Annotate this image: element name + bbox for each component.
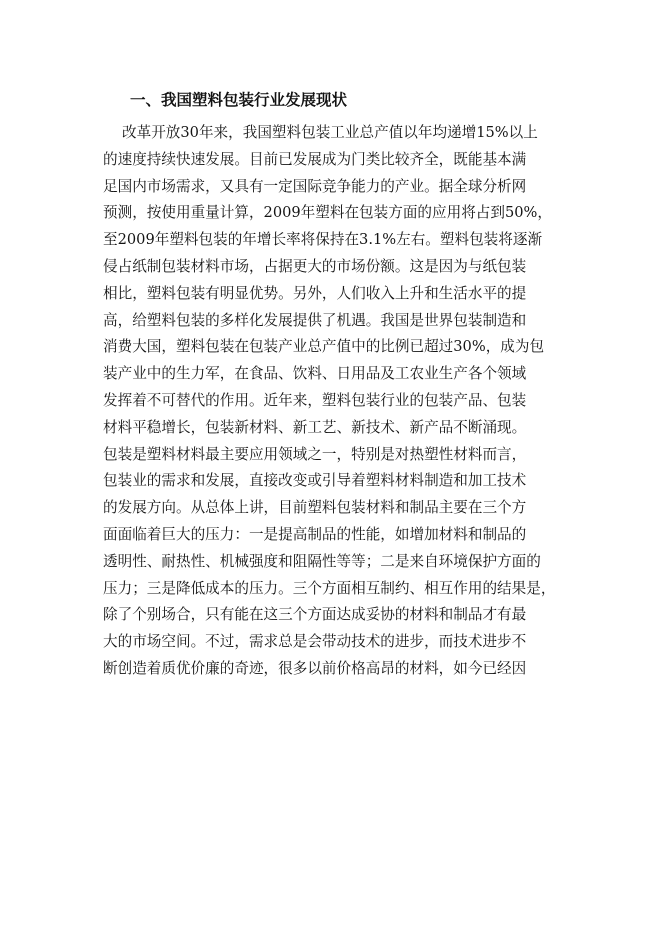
paragraph-line: 侵占纸制包装材料市场，占据更大的市场份额。这是因为与纸包装 bbox=[103, 257, 527, 275]
paragraph-line: 材料平稳增长，包装新材料、新工艺、新技术、新产品不断涌现。 bbox=[103, 418, 527, 436]
paragraph-line: 预测，按使用重量计算，2009年塑料在包装方面的应用将占到50%， bbox=[103, 204, 553, 222]
paragraph-line: 断创造着质优价廉的奇迹，很多以前价格高昂的材料，如今已经因 bbox=[103, 659, 527, 677]
paragraph-line: 大的市场空间。不过，需求总是会带动技术的进步，而技术进步不 bbox=[103, 633, 527, 651]
paragraph-line: 足国内市场需求，又具有一定国际竞争能力的产业。据全球分析网 bbox=[103, 177, 527, 195]
paragraph-line: 的发展方向。从总体上讲，目前塑料包装材料和制品主要在三个方 bbox=[103, 499, 527, 517]
paragraph-line: 透明性、耐热性、机械强度和阻隔性等等；二是来自环境保护方面的 bbox=[103, 552, 541, 570]
body-paragraph bbox=[103, 120, 563, 683]
section-heading: 一、我国塑料包装行业发展现状 bbox=[130, 90, 348, 109]
paragraph-line: 高，给塑料包装的多样化发展提供了机遇。我国是世界包装制造和 bbox=[103, 311, 527, 329]
paragraph-line: 改革开放30年来，我国塑料包装工业总产值以年均递增15%以上 bbox=[122, 124, 538, 141]
paragraph-line: 包装业的需求和发展，直接改变或引导着塑料材料制造和加工技术 bbox=[103, 472, 527, 490]
paragraph-line: 发挥着不可替代的作用。近年来，塑料包装行业的包装产品、包装 bbox=[103, 391, 527, 409]
paragraph-line: 包装是塑料材料最主要应用领域之一，特别是对热塑性材料而言， bbox=[103, 445, 527, 463]
paragraph-line: 面面临着巨大的压力：一是提高制品的性能，如增加材料和制品的 bbox=[103, 525, 527, 543]
paragraph-line: 装产业中的生力军，在食品、饮料、日用品及工农业生产各个领域 bbox=[103, 365, 527, 383]
paragraph-line: 除了个别场合，只有能在这三个方面达成妥协的材料和制品才有最 bbox=[103, 606, 527, 624]
paragraph-line: 至2009年塑料包装的年增长率将保持在3.1%左右。塑料包装将逐渐 bbox=[103, 231, 543, 249]
paragraph-line: 消费大国，塑料包装在包装产业总产值中的比例已超过30%，成为包 bbox=[103, 338, 545, 356]
paragraph-line: 的速度持续快速发展。目前已发展成为门类比较齐全，既能基本满 bbox=[103, 150, 527, 168]
paragraph-line: 相比，塑料包装有明显优势。另外，人们收入上升和生活水平的提 bbox=[103, 284, 527, 302]
paragraph-line: 压力；三是降低成本的压力。三个方面相互制约、相互作用的结果是， bbox=[103, 579, 556, 597]
